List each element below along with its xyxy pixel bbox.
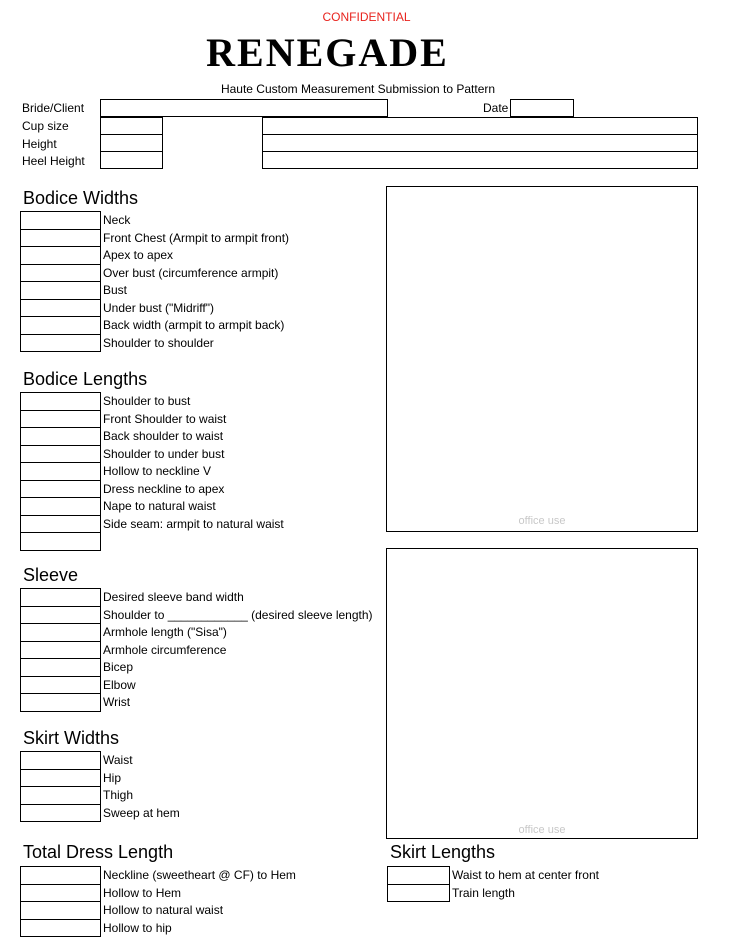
measurement-input[interactable] (20, 392, 101, 411)
measurement-label: Train length (452, 885, 515, 900)
bride-client-field[interactable] (100, 99, 388, 117)
measurement-input[interactable] (20, 641, 101, 660)
brand-logo: RENEGADE (206, 30, 449, 75)
office-use-box-top (386, 186, 698, 532)
measurement-label: Hollow to Hem (103, 885, 182, 900)
measurement-label: Hollow to neckline V (103, 464, 212, 478)
measurement-label: Back width (armpit to armpit back) (103, 318, 285, 332)
measurement-label: Hip (103, 770, 122, 785)
measurement-input[interactable] (387, 866, 450, 885)
section-title-skirt-widths: Skirt Widths (23, 728, 120, 748)
measurement-label: Thigh (103, 788, 134, 802)
measurement-label: Waist to hem at center front (452, 868, 599, 882)
measurement-label: Armhole length ("Sisa") (103, 625, 227, 639)
measurement-input[interactable] (20, 264, 101, 283)
measurement-input[interactable] (20, 316, 101, 335)
measurement-input[interactable] (20, 427, 101, 446)
measurement-label: Bust (103, 283, 128, 297)
office-use-box-bottom (386, 548, 698, 839)
measurement-input[interactable] (20, 658, 101, 677)
office-use-label: office use (518, 515, 566, 527)
cup-size-notes-field[interactable] (262, 117, 698, 135)
measurement-input[interactable] (20, 606, 101, 625)
date-label: Date (483, 101, 509, 115)
measurement-input[interactable] (20, 229, 101, 248)
measurement-input[interactable] (20, 445, 101, 464)
confidential-label: CONFIDENTIAL (322, 10, 411, 24)
measurement-label: Desired sleeve band width (103, 590, 244, 604)
height-field[interactable] (100, 134, 163, 152)
measurement-input[interactable] (20, 299, 101, 318)
measurement-label: Hollow to hip (103, 920, 172, 935)
section-title-skirt-lengths: Skirt Lengths (390, 842, 496, 862)
measurement-label: Under bust ("Midriff") (103, 300, 214, 315)
measurement-input[interactable] (20, 281, 101, 300)
measurement-input[interactable] (20, 497, 101, 516)
measurement-label: Shoulder to ____________ (desired sleeve length) (103, 607, 373, 622)
measurement-input[interactable] (20, 901, 101, 920)
office-use-label: office use (518, 824, 566, 836)
measurement-label: Hollow to natural waist (103, 903, 224, 917)
bride-client-label: Bride/Client (22, 101, 85, 115)
measurement-input[interactable] (20, 515, 101, 534)
measurement-input[interactable] (20, 334, 101, 353)
measurement-input[interactable] (20, 693, 101, 712)
measurement-input[interactable] (20, 919, 101, 938)
section-title-total-dress-length: Total Dress Length (23, 842, 174, 862)
measurement-input[interactable] (20, 462, 101, 481)
measurement-input[interactable] (20, 532, 101, 551)
form-subtitle: Haute Custom Measurement Submission to Pattern (220, 82, 496, 96)
measurement-input[interactable] (20, 884, 101, 903)
measurement-label: Sweep at hem (103, 805, 180, 820)
measurement-label: Waist (103, 753, 133, 767)
height-notes-field[interactable] (262, 134, 698, 152)
measurement-label: Back shoulder to waist (103, 429, 224, 443)
heel-height-notes-field[interactable] (262, 151, 698, 169)
heel-height-field[interactable] (100, 151, 163, 169)
measurement-label: Side seam: armpit to natural waist (103, 516, 284, 531)
measurement-input[interactable] (20, 786, 101, 805)
measurement-input[interactable] (20, 410, 101, 429)
height-label: Height (22, 137, 57, 151)
measurement-label: Neckline (sweetheart @ CF) to Hem (103, 868, 296, 882)
measurement-input[interactable] (387, 884, 450, 903)
measurement-input[interactable] (20, 769, 101, 788)
cup-size-label: Cup size (22, 119, 69, 133)
measurement-label: Elbow (103, 677, 136, 692)
measurement-label: Dress neckline to apex (103, 481, 225, 496)
measurement-input[interactable] (20, 211, 101, 230)
cup-size-field[interactable] (100, 117, 163, 135)
measurement-label: Bicep (103, 660, 134, 674)
measurement-input[interactable] (20, 751, 101, 770)
heel-height-label: Heel Height (22, 154, 85, 168)
measurement-input[interactable] (20, 866, 101, 885)
measurement-label: Nape to natural waist (103, 499, 216, 513)
section-title-bodice-lengths: Bodice Lengths (23, 369, 148, 389)
measurement-label: Front Chest (Armpit to armpit front) (103, 230, 290, 245)
measurement-label: Apex to apex (103, 248, 174, 262)
section-title-sleeve: Sleeve (23, 565, 79, 585)
measurement-input[interactable] (20, 623, 101, 642)
measurement-label: Armhole circumference (103, 642, 227, 657)
measurement-input[interactable] (20, 246, 101, 265)
measurement-label: Shoulder to shoulder (103, 335, 214, 350)
date-field[interactable] (510, 99, 574, 117)
measurement-input[interactable] (20, 480, 101, 499)
measurement-label: Shoulder to under bust (103, 446, 225, 461)
measurement-label: Neck (103, 213, 131, 227)
measurement-label: Front Shoulder to waist (103, 411, 227, 426)
measurement-label: Shoulder to bust (103, 394, 191, 408)
measurement-input[interactable] (20, 588, 101, 607)
measurement-label: Wrist (103, 695, 131, 709)
measurement-input[interactable] (20, 676, 101, 695)
measurement-label: Over bust (circumference armpit) (103, 265, 279, 280)
section-title-bodice-widths: Bodice Widths (23, 188, 139, 208)
measurement-input[interactable] (20, 804, 101, 823)
